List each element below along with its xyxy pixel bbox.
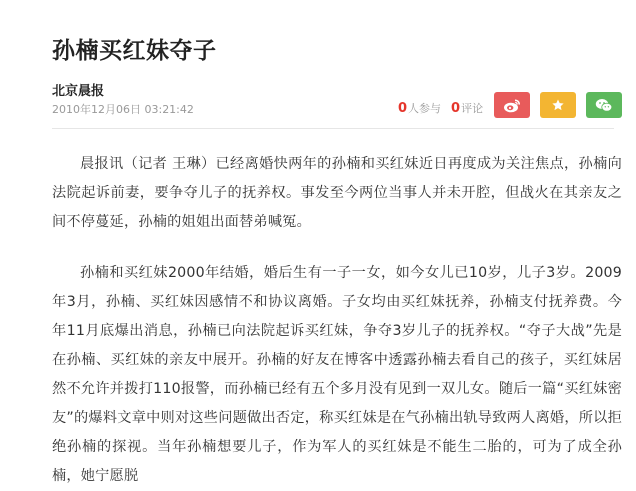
article-paragraph: 晨报讯（记者 王琳）已经离婚快两年的孙楠和买红妹近日再度成为关注焦点，孙楠向法院起诉前妻，要争夺儿子的抚养权。事发至今两位当事人并未开腔，但战火在其亲友之间不停蔓延，孙楠的姐姐出面替弟喊冤。: [52, 156, 622, 230]
share-bar: [494, 92, 622, 118]
comments-label: 评论: [461, 102, 484, 115]
article-source[interactable]: 北京晨报: [52, 84, 105, 99]
weibo-icon: [503, 98, 521, 113]
header-divider: [52, 128, 614, 129]
participants-count: 0: [398, 101, 408, 116]
article-datetime: 2010年12月06日 03:21:42: [52, 103, 194, 116]
wechat-icon: [595, 98, 613, 113]
article-title: 孙楠买红妹夺子: [52, 38, 217, 64]
participants-stat[interactable]: [398, 100, 441, 116]
article-paragraph: 孙楠和买红妹2000年结婚，婚后生有一子一女，如今女儿已10岁，儿子3岁。2009年3月，孙楠、买红妹因感情不和协议离婚。子女均由买红妹抚养，孙楠支付抚养费。今年11月底爆出消息，孙楠已向法院起诉买红妹，争夺3岁儿子的抚养权。“夺子大战”先是在孙楠、买红妹的亲友中展开。孙楠的好友在博客中透露孙楠去看自己的孩子，买红妹居然不允许并拨打110报警，而孙楠已经有五个多月没有见到一双儿女。随后一篇“买红妹密友”的爆料文章中则对这些问题做出否定，称买红妹是在气孙楠出轨导致两人离婚，所以拒绝孙楠的探视。当年孙楠想要儿子，作为军人的买红妹是不能生二胎的，可为了成全孙楠，她宁愿脱: [52, 265, 622, 484]
participants-label: 人参与: [408, 102, 442, 115]
star-icon: [551, 98, 565, 112]
share-wechat-button[interactable]: [586, 92, 622, 118]
comments-count: 0: [451, 101, 461, 116]
article-stats: [398, 100, 483, 116]
comments-stat[interactable]: [451, 100, 483, 116]
share-weibo-button[interactable]: [494, 92, 530, 118]
favorite-button[interactable]: [540, 92, 576, 118]
